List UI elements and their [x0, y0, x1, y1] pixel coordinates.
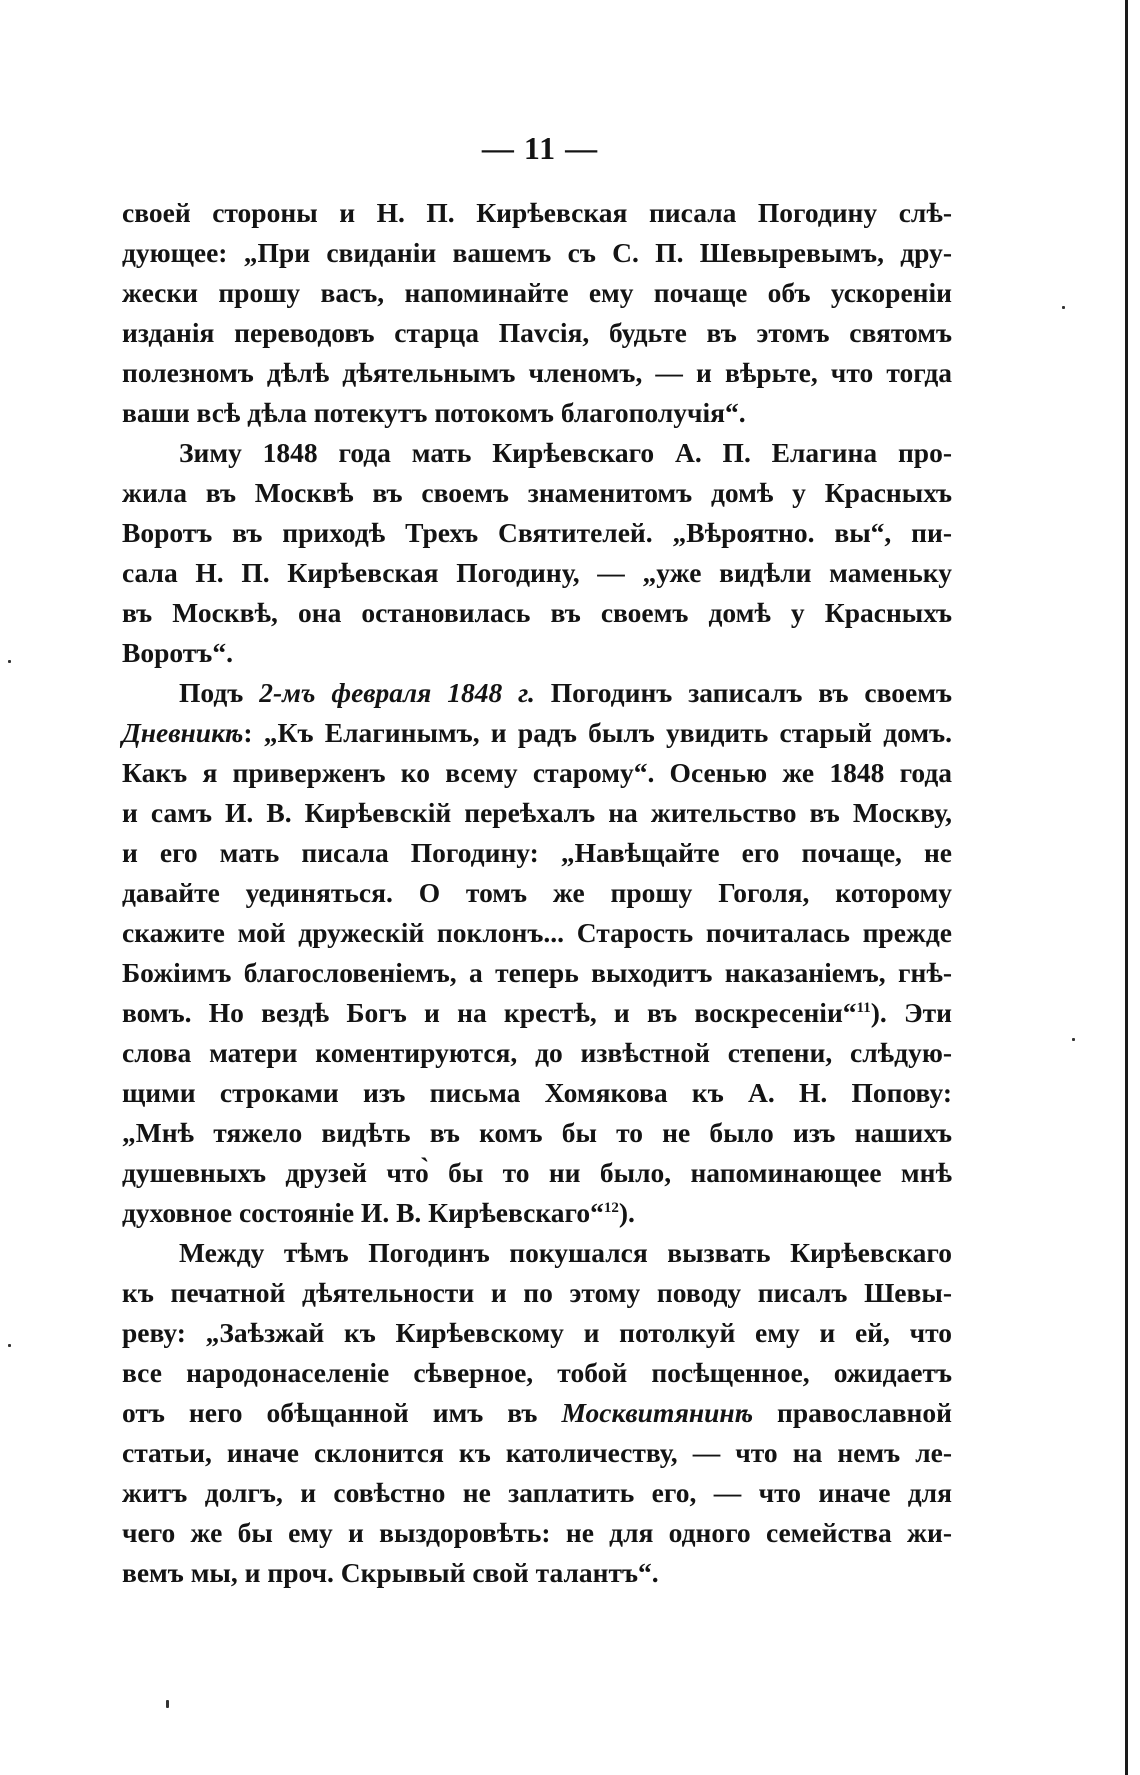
- text-line: въ Москвѣ, она остановилась въ своемъ домѣ у Красныхъ: [122, 597, 952, 628]
- italic-date: 2-мъ февраля 1848 г.: [259, 677, 535, 708]
- text-line: душевныхъ друзей что̀ бы то ни было, напоминающее мнѣ: [122, 1157, 952, 1188]
- text-line: жила въ Москвѣ въ своемъ знаменитомъ домѣ у Красныхъ: [122, 477, 952, 508]
- text-line: [122, 1393, 952, 1433]
- text-line: чего же бы ему и выздоровѣть: не для одного семейства жи-: [122, 1517, 952, 1548]
- text-line: Зиму 1848 года мать Кирѣевскаго А. П. Елагина про-: [179, 437, 952, 468]
- text-line: ваши всѣ дѣла потекутъ потокомъ благополучія“.: [122, 397, 746, 428]
- text-line: [122, 673, 952, 713]
- line-part: духовное состояніе И. В. Кирѣевскаго“: [122, 1197, 604, 1228]
- scan-speck: [1062, 306, 1065, 309]
- paragraph-4: [122, 1233, 952, 1593]
- text-line: [122, 1193, 952, 1233]
- line-part: вомъ. Но вездѣ Богъ и на крестѣ, и въ воскресеніи“: [122, 997, 857, 1028]
- footnote-marker: 12: [603, 1199, 619, 1216]
- text-line: къ печатной дѣятельности и по этому поводу писалъ Шевы-: [122, 1277, 952, 1308]
- text-line: скажите мой дружескій поклонъ... Старость почиталась прежде: [122, 917, 952, 948]
- line-part: ). Эти: [870, 997, 952, 1028]
- footnote-marker: 11: [856, 999, 871, 1016]
- text-line: [122, 713, 952, 753]
- line-part: отъ него обѣщанной имъ въ: [122, 1397, 538, 1428]
- text-line: щими строками изъ письма Хомякова къ А. Н. Попову:: [122, 1077, 952, 1108]
- text-line: реву: „Заѣзжай къ Кирѣевскому и потолкуй ему и ей, что: [122, 1317, 952, 1348]
- text-line: Воротъ“.: [122, 637, 233, 668]
- text-line: и его мать писала Погодину: „Навѣщайте его почаще, не: [122, 837, 952, 868]
- page-number: — 11 —: [481, 130, 599, 166]
- text-line: и самъ И. В. Кирѣевскій переѣхалъ на жительство въ Москву,: [122, 797, 952, 828]
- line-part: Погодинъ записалъ въ своемъ: [534, 677, 952, 708]
- text-line: давайте уединяться. О томъ же прошу Гоголя, которому: [122, 877, 952, 908]
- text-line: все народонаселеніе сѣверное, тобой посѣщенное, ожидаетъ: [122, 1357, 952, 1388]
- line-part: Подъ: [179, 677, 260, 708]
- line-part: ).: [618, 1197, 635, 1228]
- text-line: полезномъ дѣлѣ дѣятельнымъ членомъ, — и вѣрьте, что тогда: [122, 357, 952, 388]
- scan-speck: [1072, 1038, 1075, 1041]
- text-line: слова матери коментируются, до извѣстной степени, слѣдую-: [122, 1037, 952, 1068]
- text-line: Божіимъ благословеніемъ, а теперь выходитъ наказаніемъ, гнѣ-: [122, 957, 952, 988]
- text-line: вемъ мы, и проч. Скрывый свой талантъ“.: [122, 1557, 659, 1588]
- italic-journal: Москвитянинѣ: [561, 1397, 754, 1428]
- scan-speck: [8, 660, 11, 663]
- text-line: жески прошу васъ, напоминайте ему почаще объ ускореніи: [122, 277, 952, 308]
- paragraph-1: [122, 193, 952, 433]
- paragraph-3: [122, 673, 952, 1233]
- text-line: Какъ я приверженъ ко всему старому“. Осенью же 1848 года: [122, 757, 952, 788]
- line-part: православной: [777, 1397, 952, 1428]
- text-line: статьи, иначе склонится къ католичеству, — что на немъ ле-: [122, 1437, 952, 1468]
- italic-diary: Дневникѣ: [122, 717, 244, 748]
- text-line: житъ долгъ, и совѣстно не заплатить его, — что иначе для: [122, 1477, 952, 1508]
- scan-speck: [8, 1344, 11, 1347]
- text-line: [122, 993, 952, 1033]
- body-text: [122, 193, 952, 1593]
- line-part: : „Къ Елагинымъ, и радъ былъ увидить старый домъ.: [243, 717, 952, 748]
- paragraph-2: [122, 433, 952, 673]
- text-line: Между тѣмъ Погодинъ покушался вызвать Кирѣевскаго: [179, 1237, 952, 1268]
- text-line: Воротъ въ приходѣ Трехъ Святителей. „Вѣроятно. вы“, пи-: [122, 517, 952, 548]
- text-line: изданія переводовъ старца Паvсія, будьте въ этомъ святомъ: [122, 317, 952, 348]
- page-edge-line: [1125, 0, 1128, 1775]
- text-line: своей стороны и Н. П. Кирѣевская писала Погодину слѣ-: [122, 197, 952, 228]
- text-line: дующее: „При свиданіи вашемъ съ С. П. Шевыревымъ, дру-: [122, 237, 952, 268]
- scan-speck: [166, 1700, 169, 1708]
- text-line: „Мнѣ тяжело видѣть въ комъ бы то не было изъ нашихъ: [122, 1117, 952, 1148]
- text-line: сала Н. П. Кирѣевская Погодину, — „уже видѣли маменьку: [122, 557, 952, 588]
